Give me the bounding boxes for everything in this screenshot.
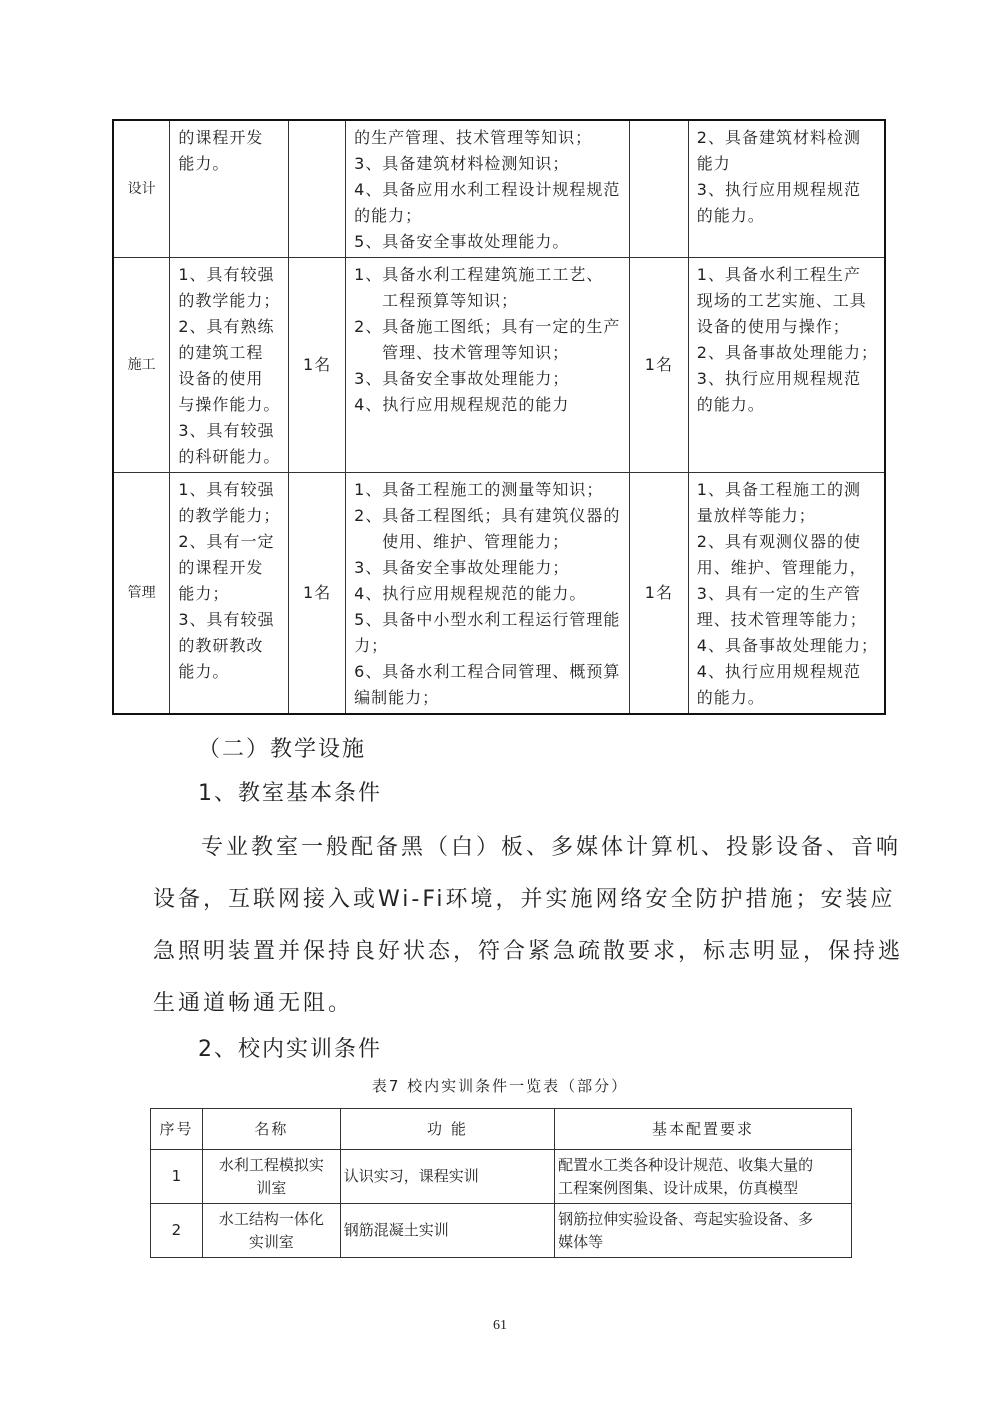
section-heading: （二）教学设施 <box>198 737 367 762</box>
cell-line: 管理、技术管理等知识； <box>382 343 570 362</box>
staffing-table <box>112 119 886 715</box>
teacher-count-cell <box>289 120 346 258</box>
para-line: 专业教室一般配备黑（白）板、多媒体计算机、投影设备、音响 <box>201 835 902 860</box>
cell-line: 水利工程模拟实 <box>218 1155 324 1174</box>
cell-line: 6、具备水利工程合同管理、概预算 <box>354 662 621 681</box>
cell-line: 5、具备中小型水利工程运行管理能 <box>354 610 621 629</box>
serial-cell: 2 <box>151 1204 203 1258</box>
col-header: 功 能 <box>340 1109 554 1150</box>
cell-line: 的生产管理、技术管理等知识； <box>354 128 593 147</box>
cell-line: 编制能力； <box>354 688 440 707</box>
page-number: 61 <box>493 1318 507 1333</box>
cell-line: 3、具备建筑材料检测知识； <box>354 154 570 173</box>
teacher-requirement-cell <box>170 120 289 258</box>
name-cell <box>202 1204 340 1258</box>
cell-line: 设备的使用 <box>178 369 264 388</box>
config-cell <box>555 1204 852 1258</box>
cell-line: 的教学能力； <box>178 291 281 310</box>
config-cell <box>555 1150 852 1204</box>
col-header: 序号 <box>151 1109 203 1150</box>
function-cell: 认识实习，课程实训 <box>340 1150 554 1204</box>
cell-line: 量放样等能力； <box>696 506 816 525</box>
cell-line: 3、执行应用规程规范 <box>696 180 861 199</box>
training-table <box>150 1108 852 1258</box>
para-line: 急照明装置并保持良好状态，符合紧急疏散要求，标志明显，保持逃 <box>153 939 904 964</box>
cell-line: 理、技术管理等能力； <box>696 610 867 629</box>
cell-line: 的能力。 <box>696 206 765 225</box>
parttime-requirement-cell <box>688 473 885 715</box>
teacher-requirement-cell <box>170 258 289 473</box>
cell-line: 2、具备建筑材料检测 <box>696 128 861 147</box>
cell-line: 1、具有较强 <box>178 480 275 499</box>
category-cell: 设计 <box>113 120 170 258</box>
teacher-count-cell: 1名 <box>289 258 346 473</box>
cell-line: 能力 <box>696 154 731 173</box>
paragraph-classroom <box>153 822 903 1030</box>
parttime-count-cell: 1名 <box>629 473 688 715</box>
teacher-count-cell: 1名 <box>289 473 346 715</box>
subheading-training: 2、校内实训条件 <box>198 1037 382 1062</box>
cell-line: 4、执行应用规程规范的能力 <box>354 395 570 414</box>
cell-line: 2、具备施工图纸；具有一定的生产 <box>354 317 621 336</box>
cell-line: 的教学能力； <box>178 506 281 525</box>
table-row <box>113 473 885 715</box>
cell-line: 4、具备应用水利工程设计规程规范 <box>354 180 621 199</box>
cell-line: 现场的工艺实施、工具 <box>696 291 867 310</box>
cell-line: 的教研教改 <box>178 636 264 655</box>
cell-line: 4、执行应用规程规范 <box>696 662 861 681</box>
cell-line: 实训室 <box>248 1232 294 1251</box>
cell-line: 用、维护、管理能力， <box>696 558 867 577</box>
cell-line: 2、具有一定 <box>178 532 275 551</box>
category-cell: 管理 <box>113 473 170 715</box>
cell-line: 3、具有较强 <box>178 610 275 629</box>
cell-line: 媒体等 <box>558 1232 604 1251</box>
cell-line: 1、具备水利工程建筑施工工艺、 <box>354 265 604 284</box>
para-line: 设备，互联网接入或Wi-Fi环境，并实施网络安全防护措施；安装应 <box>153 887 896 912</box>
cell-line: 1、具备水利工程生产 <box>696 265 861 284</box>
table-row <box>113 258 885 473</box>
cell-line: 5、具备安全事故处理能力。 <box>354 232 570 251</box>
cell-line: 能力； <box>178 584 230 603</box>
cell-line: 水工结构一体化 <box>218 1209 324 1228</box>
cell-line: 力； <box>354 636 389 655</box>
table-row <box>113 120 885 258</box>
serial-cell: 1 <box>151 1150 203 1204</box>
cell-line: 设备的使用与操作； <box>696 317 850 336</box>
cell-line: 2、具有观测仪器的使 <box>696 532 861 551</box>
parttime-requirement-cell <box>688 258 885 473</box>
skill-requirement-cell <box>346 120 630 258</box>
table-row <box>151 1204 852 1258</box>
cell-line: 1、具备工程施工的测量等知识； <box>354 480 604 499</box>
cell-line: 钢筋拉伸实验设备、弯起实验设备、多 <box>558 1209 814 1228</box>
cell-line: 工程案例图集、设计成果，仿真模型 <box>558 1178 799 1197</box>
table-header-row <box>151 1109 852 1150</box>
cell-line: 3、具有较强 <box>178 421 275 440</box>
col-header: 基本配置要求 <box>555 1109 852 1150</box>
para-line: 生通道畅通无阻。 <box>153 991 354 1016</box>
cell-line: 4、具备事故处理能力； <box>696 636 878 655</box>
cell-line: 的能力。 <box>696 395 765 414</box>
cell-line: 2、具有熟练 <box>178 317 275 336</box>
cell-line: 与操作能力。 <box>178 395 281 414</box>
cell-line: 能力。 <box>178 154 230 173</box>
parttime-count-cell: 1名 <box>629 258 688 473</box>
cell-line: 4、执行应用规程规范的能力。 <box>354 584 587 603</box>
name-cell <box>202 1150 340 1204</box>
cell-line: 的能力。 <box>696 688 765 707</box>
cell-line: 3、具备安全事故处理能力； <box>354 558 570 577</box>
table-caption: 表7 校内实训条件一览表（部分） <box>371 1077 629 1095</box>
cell-line: 使用、维护、管理能力； <box>382 532 570 551</box>
cell-line: 的建筑工程 <box>178 343 264 362</box>
cell-line: 的科研能力。 <box>178 447 281 466</box>
subheading-classroom: 1、教室基本条件 <box>198 781 382 806</box>
cell-line: 2、具备事故处理能力； <box>696 343 878 362</box>
cell-line: 配置水工类各种设计规范、收集大量的 <box>558 1155 814 1174</box>
parttime-requirement-cell <box>688 120 885 258</box>
category-cell: 施工 <box>113 258 170 473</box>
cell-line: 2、具备工程图纸；具有建筑仪器的 <box>354 506 621 525</box>
cell-line: 工程预算等知识； <box>382 291 519 310</box>
cell-line: 训室 <box>256 1178 287 1197</box>
cell-line: 1、具备工程施工的测 <box>696 480 861 499</box>
cell-line: 能力。 <box>178 662 230 681</box>
teacher-requirement-cell <box>170 473 289 715</box>
function-cell: 钢筋混凝土实训 <box>340 1204 554 1258</box>
cell-line: 1、具有较强 <box>178 265 275 284</box>
parttime-count-cell <box>629 120 688 258</box>
col-header: 名称 <box>202 1109 340 1150</box>
skill-requirement-cell <box>346 258 630 473</box>
cell-line: 的课程开发 <box>178 558 264 577</box>
cell-line: 3、具有一定的生产管 <box>696 584 861 603</box>
cell-line: 3、具备安全事故处理能力； <box>354 369 570 388</box>
cell-line: 的能力； <box>354 206 423 225</box>
table-row <box>151 1150 852 1204</box>
skill-requirement-cell <box>346 473 630 715</box>
cell-line: 的课程开发 <box>178 128 264 147</box>
cell-line: 3、执行应用规程规范 <box>696 369 861 388</box>
